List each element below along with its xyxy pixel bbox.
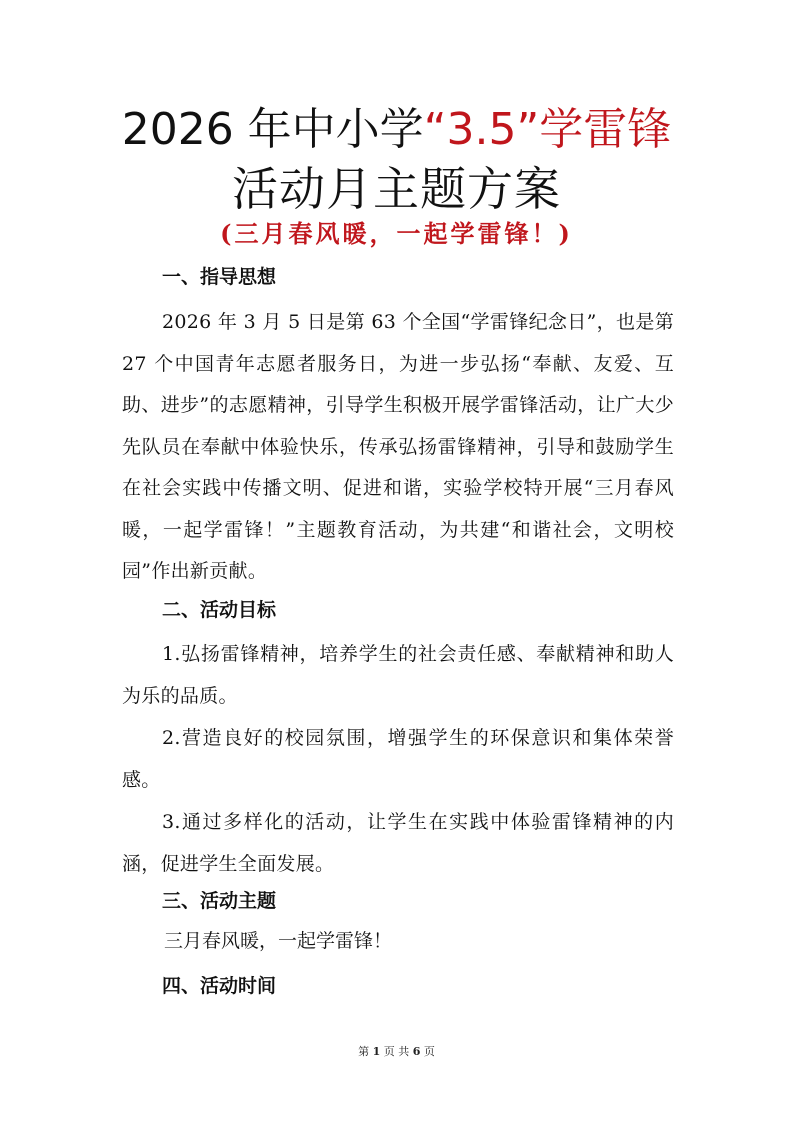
document-title-line1 [0, 104, 793, 155]
page-footer [0, 1043, 793, 1059]
footer-current-page: 1 [372, 1045, 381, 1058]
footer-middle: 页 共 [383, 1045, 410, 1058]
document-subtitle: (三月春风暖，一起学雷锋！) [220, 219, 573, 248]
activity-theme-text: 三月春风暖，一起学雷锋！ [164, 930, 393, 952]
document-title-line2: 活动月主题方案 [232, 162, 561, 216]
title-prefix: 2026 年中小学 [121, 104, 424, 155]
section-heading-guiding-ideology: 一、指导思想 [162, 266, 277, 288]
goal-item-3: 3.通过多样化的活动，让学生在实践中体验雷锋精神的内涵，促进学生全面发展。 [122, 811, 674, 875]
section-heading-activity-theme: 三、活动主题 [162, 890, 277, 912]
section-heading-activity-goals: 二、活动目标 [162, 599, 277, 621]
goal-item-2: 2.营造良好的校园氛围，增强学生的环保意识和集体荣誉感。 [122, 727, 674, 791]
section-heading-activity-time: 四、活动时间 [162, 975, 277, 997]
section-paragraph-guiding-ideology: 2026 年 3 月 5 日是第 63 个全国“学雷锋纪念日”，也是第 27 个中国青年志愿者服务日，为进一步弘扬“奉献、友爱、互助、进步”的志愿精神，引导学生积极开展学雷锋活动，让广大少先队员在奉献中体验快乐，传承弘扬雷锋精神，引导和鼓励学生在社会实践中传播文明、促进和谐，实验学校特开展“三月春风暖，一起学雷锋！”主题教育活动，为共建“和谐社会，文明校园”作出新贡献。 [122, 311, 674, 582]
footer-total-pages: 6 [412, 1045, 421, 1058]
title-highlight: “3.5”学雷锋 [423, 104, 672, 155]
goal-item-1: 1.弘扬雷锋精神，培养学生的社会责任感、奉献精神和助人为乐的品质。 [122, 643, 674, 707]
footer-suffix: 页 [423, 1045, 435, 1058]
footer-prefix: 第 [358, 1045, 370, 1058]
